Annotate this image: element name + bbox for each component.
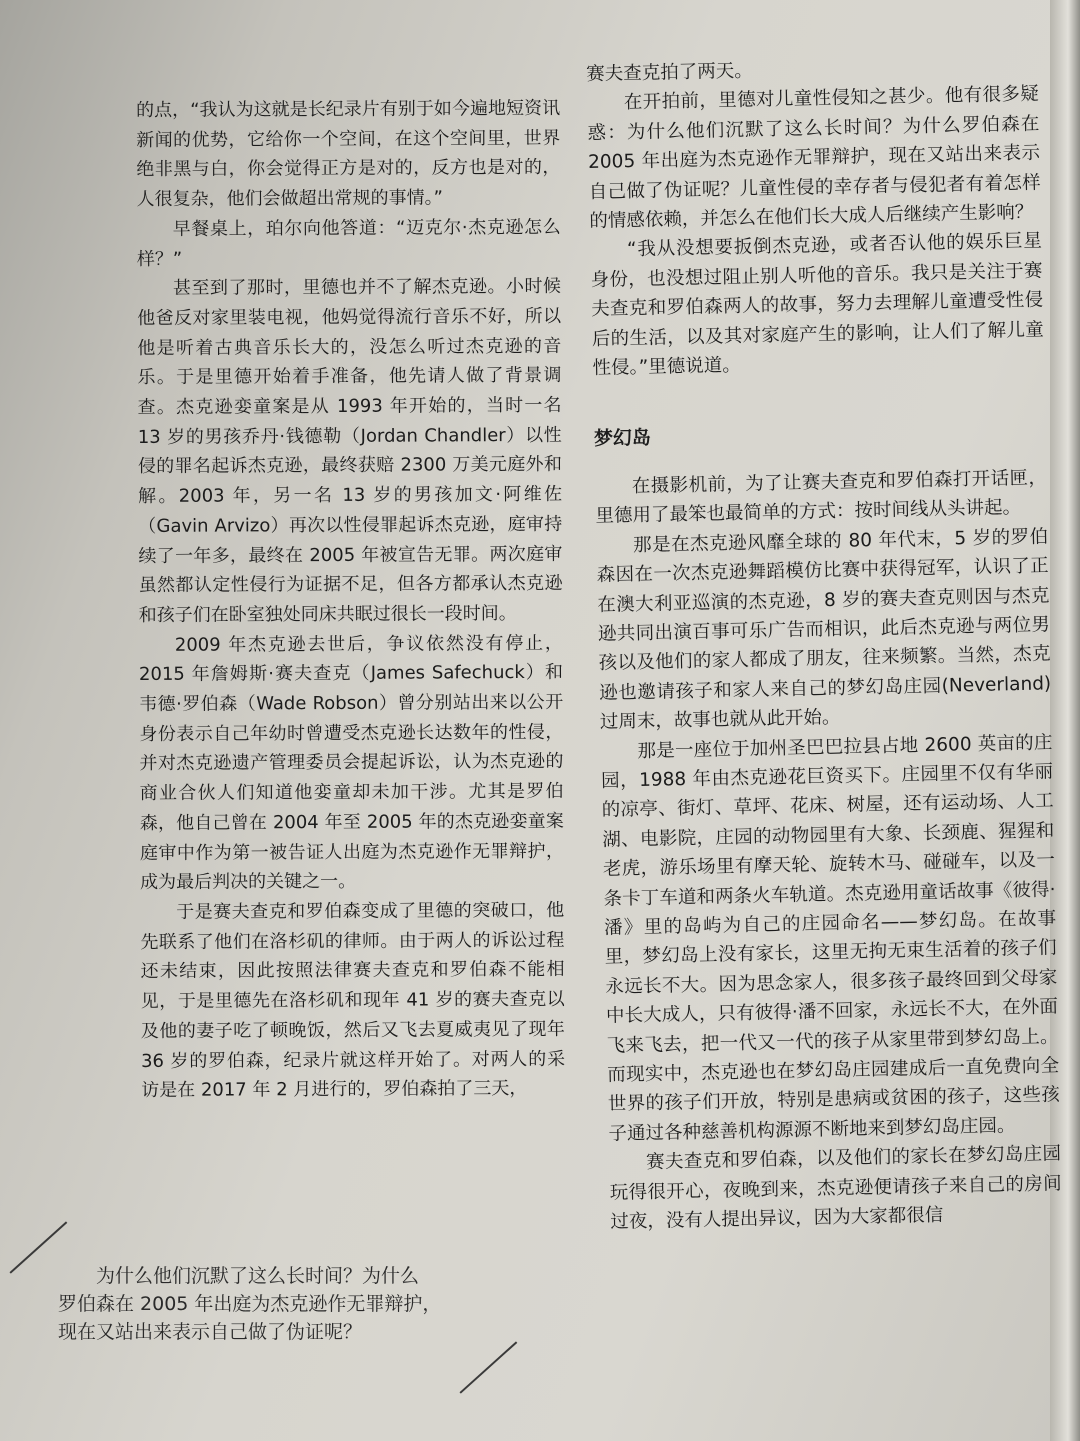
paragraph: 那是在杰克逊风靡全球的 80 年代末，5 岁的罗伯森因在一次杰克逊舞蹈模仿比赛中获得冠军，认识了正在澳大利亚巡演的杰克逊，8 岁的赛夫查克则因与杰克逊共同出演百事可乐广告而相识，此后杰克逊与两位男孩以及他们的家人都成了朋友，往来频繁。当然，杰克逊也邀请孩子和家人来自己的梦幻岛庄园(Neverland)过周末，故事也就从此开始。: [596, 526, 1052, 733]
left-text-column: [136, 94, 565, 1106]
paragraph: 甚至到了那时，里德也并不了解杰克逊。小时候他爸反对家里装电视，他妈觉得流行音乐不好，所以他是听着古典音乐长大的，没怎么听过杰克逊的音乐。于是里德开始着手准备，他先请人做了背景调查。杰克逊娈童案是从 1993 年开始的，当时一名 13 岁的男孩乔丹·钱德勒（Jordan Chandler）以性侵的罪名起诉杰克逊，最终获赔 2300 万美元庭外和解。2003 年，另一名 13 岁的男孩加文·阿维佐（Gavin Arvizo）再次以性侵罪起诉杰克逊，庭审持续了一年多，最终在 2005 年被宣告无罪。两次庭审虽然都认定性侵行为证据不足，但各方都承认杰克逊和孩子们在卧室独处同床共眠过很长一段时间。: [137, 275, 563, 626]
paragraph: 于是赛夫查克和罗伯森变成了里德的突破口，他先联系了他们在洛杉矶的律师。由于两人的诉讼过程还未结束，因此按照法律赛夫查克和罗伯森不能相见，于是里德先在洛杉矶和现年 41 岁的赛夫查克以及他的妻子吃了顿晚饭，然后又飞去夏威夷见了现年 36 岁的罗伯森，纪录片就这样开始了。对两人的采访是在 2017 年 2 月进行的，罗伯森拍了三天，: [140, 899, 566, 1102]
paragraph: 赛夫查克和罗伯森，以及他们的家长在梦幻岛庄园玩得很开心，夜晚到来，杰克逊便请孩子来自己的房间过夜，没有人提出异议，因为大家都很信: [609, 1143, 1062, 1233]
paragraph: “我从没想要扳倒杰克逊，或者否认他的娱乐巨星身份，也没想过阻止别人听他的音乐。我只是关注于赛夫查克和罗伯森两人的故事，努力去理解儿童遭受性侵后的生活，以及其对家庭产生的影响，让人们了解儿童性侵。”里德说道。: [590, 230, 1044, 379]
pull-quote-line: 为什么他们沉默了这么长时间？为什么: [96, 1265, 420, 1287]
paragraph: 的点，“我认为这就是长纪录片有别于如今遍地短资讯新闻的优势，它给你一个空间，在这个空间里，世界绝非黑与白，你会觉得正方是对的，反方也是对的，人很复杂，他们会做超出常规的事情。”: [136, 97, 561, 211]
section-heading: 梦幻岛: [593, 427, 652, 451]
pull-quote-line: 现在又站出来表示自己做了伪证呢？: [58, 1321, 363, 1343]
paragraph: 那是一座位于加州圣巴巴拉县占地 2600 英亩的庄园，1988 年由杰克逊花巨资买下。庄园里不仅有华丽的凉亭、街灯、草坪、花床、树屋，还有运动场、人工湖、电影院，庄园的动物园里有大象、长颈鹿、猩猩和老虎，游乐场里有摩天轮、旋转木马、碰碰车，以及一条卡丁车道和两条火车轨道。杰克逊用童话故事《彼得·潘》里的岛屿为自己的庄园命名——梦幻岛。在故事里，梦幻岛上没有家长，这里无拘无束生活着的孩子们永远长不大。因为思念家人，很多孩子最终回到父母家中长大成人，只有彼得·潘不回家，永远长不大，在外面飞来飞去，把一代又一代的孩子从家里带到梦幻岛上。而现实中，杰克逊也在梦幻岛庄园建成后一直免费向全世界的孩子们开放，特别是患病或贫困的孩子，这些孩子通过各种慈善机构源源不断地来到梦幻岛庄园。: [600, 731, 1061, 1145]
pull-quote-line: 罗伯森在 2005 年出庭为杰克逊作无罪辩护，: [58, 1293, 442, 1315]
paragraph: 在开拍前，里德对儿童性侵知之甚少。他有很多疑惑：为什么他们沉默了这么长时间？为什么罗伯森在 2005 年出庭为杰克逊作无罪辩护，现在又站出来表示自己做了伪证呢？儿童性侵的幸存者与侵犯者有着怎样的情感依赖，并怎么在他们长大成人后继续产生影响？: [587, 83, 1041, 232]
pull-quote: [58, 1262, 498, 1346]
paragraph: 赛夫查克拍了两天。: [586, 60, 754, 85]
right-text-column: [586, 51, 1063, 1238]
paragraph: 2009 年杰克逊去世后，争议依然没有停止，2015 年詹姆斯·赛夫查克（James Safechuck）和韦德·罗伯森（Wade Robson）曾分别站出来以公开身份表示自己年幼时曾遭受杰克逊长达数年的性侵，并对杰克逊遗产管理委员会提起诉讼，认为杰克逊的商业合伙人们知道他娈童却未加干涉。尤其是罗伯森，他自己曾在 2004 年至 2005 年的杰克逊娈童案庭审中作为第一被告证人出庭为杰克逊作无罪辩护，成为最后判决的关键之一。: [138, 632, 565, 894]
paragraph: 在摄影机前，为了让赛夫查克和罗伯森打开话匣，里德用了最笨也最简单的方式：按时间线从头讲起。: [595, 467, 1048, 528]
paragraph: 早餐桌上，珀尔向他答道：“迈克尔·杰克逊怎么样？”: [136, 216, 561, 270]
